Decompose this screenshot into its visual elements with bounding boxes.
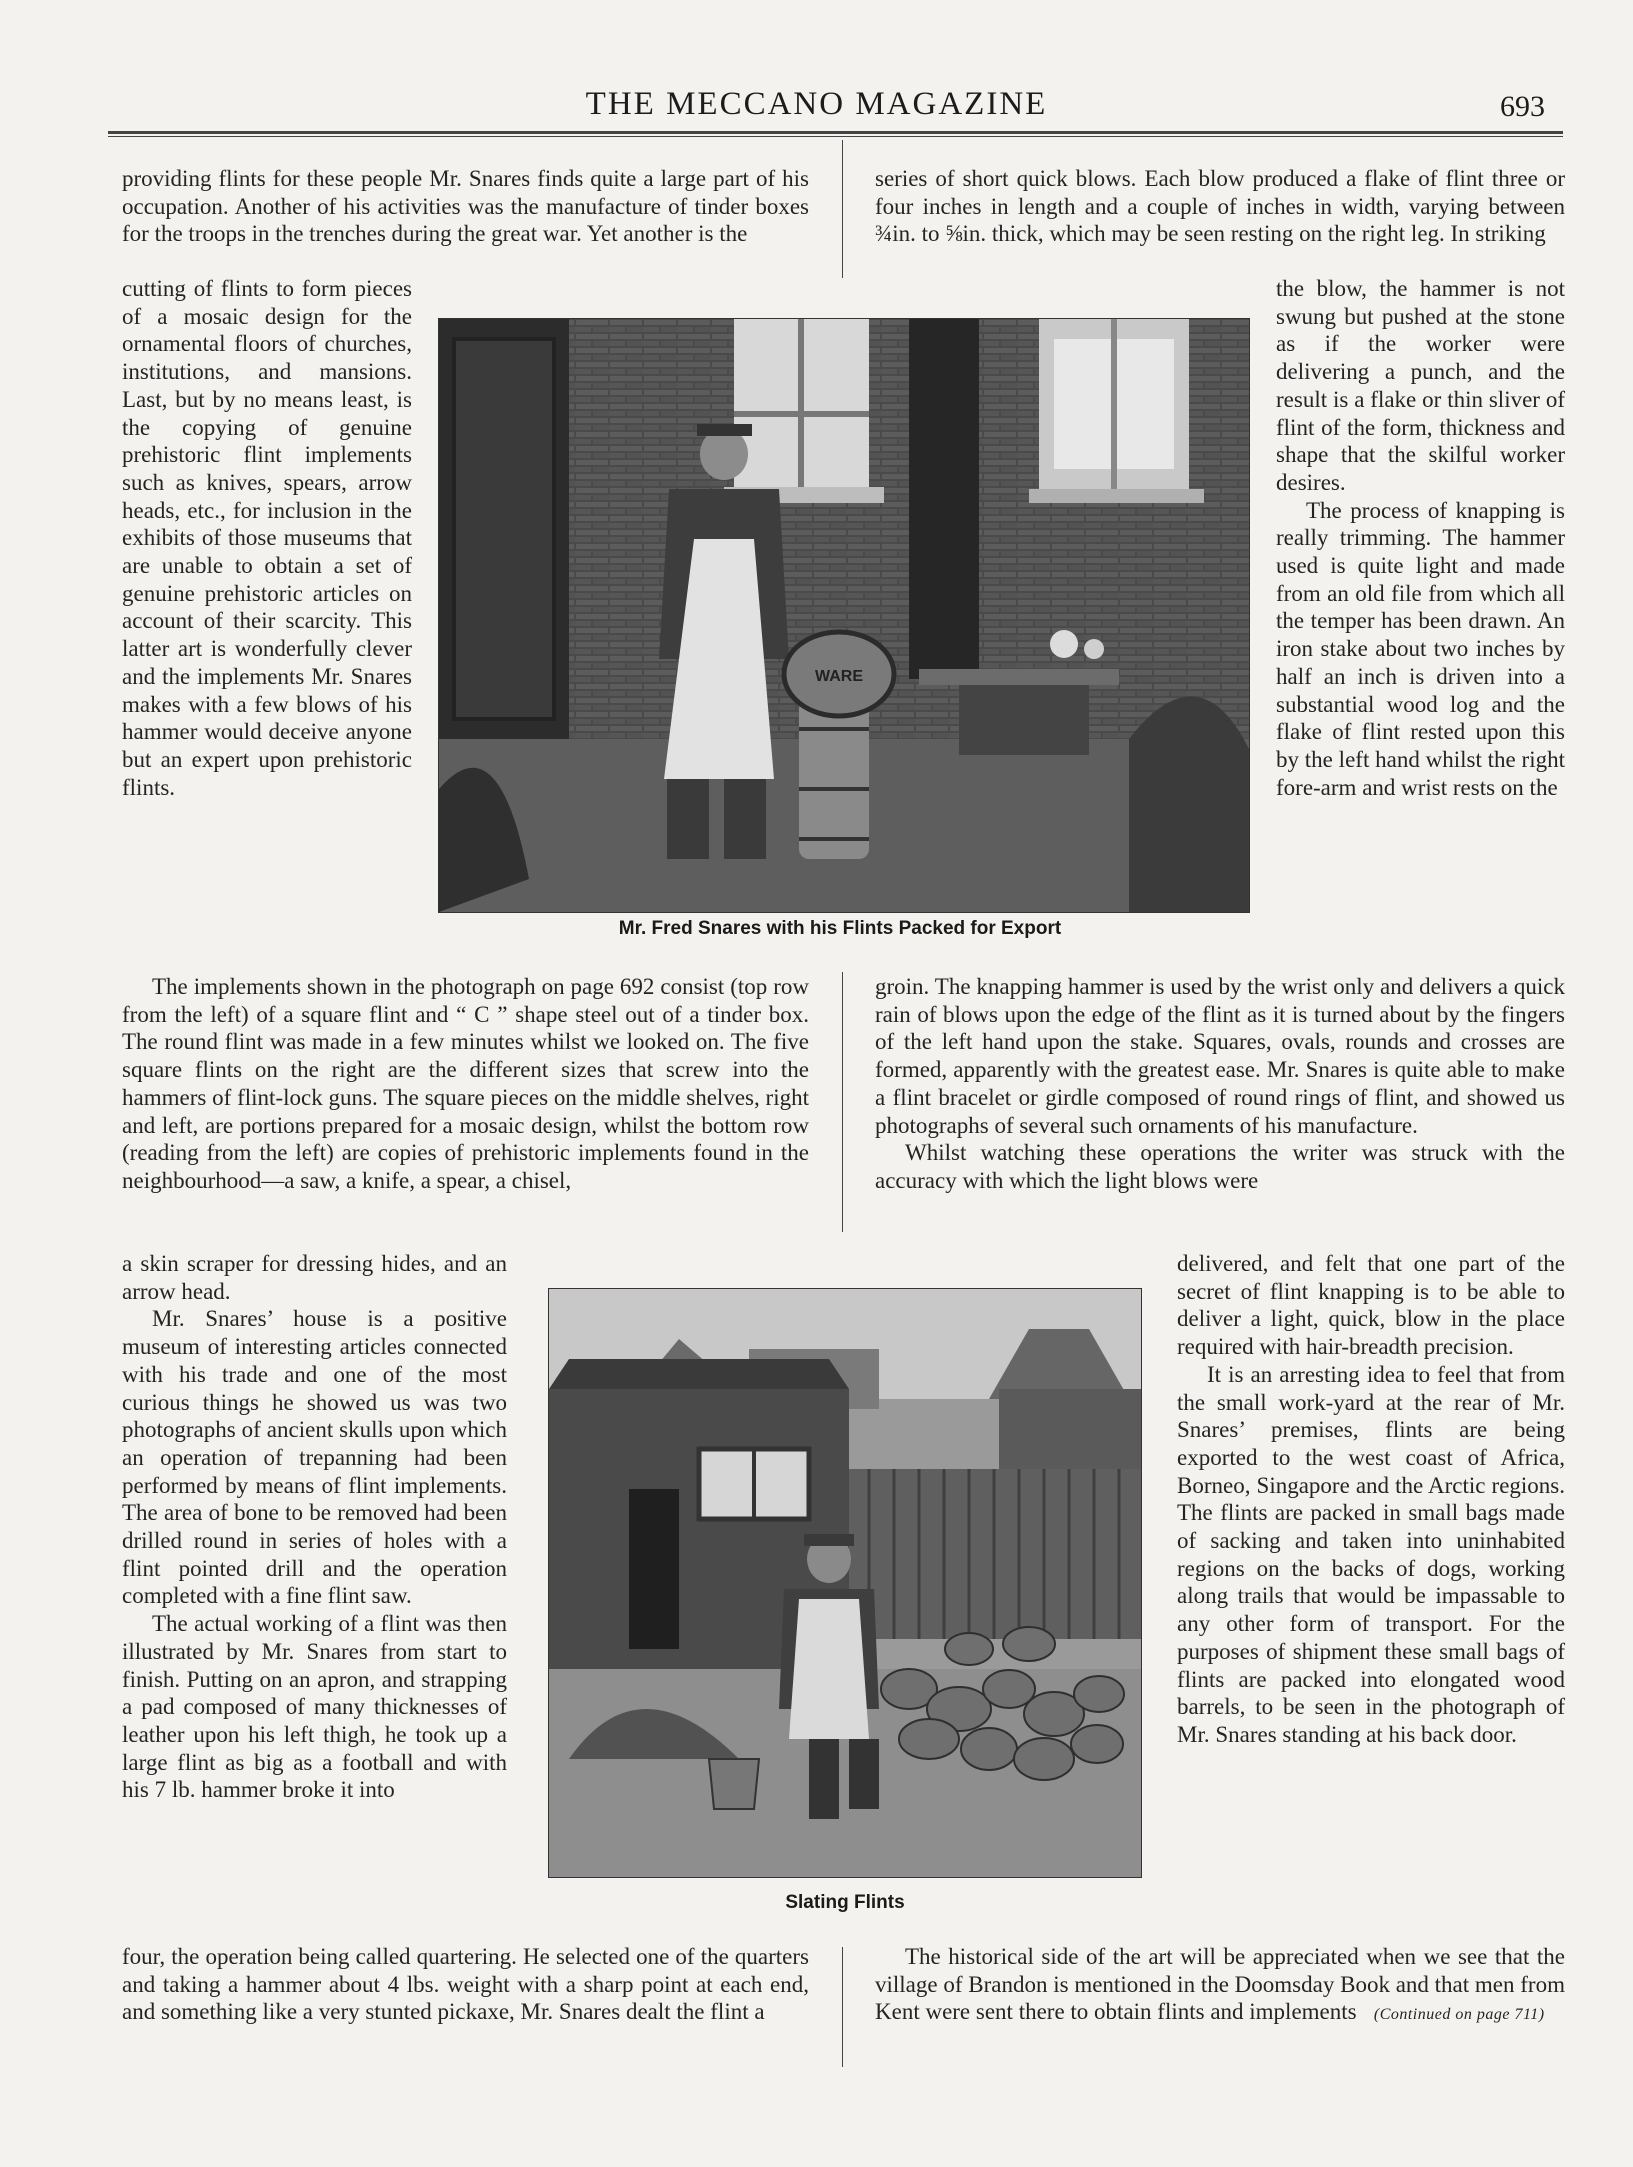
- text-left-lower: a skin scraper for dressing hides, and an arrow head. Mr. Snares’ house is a positive museum of interesting articles connected with his trade and one of the most curious things he showed us was two photographs of ancient skulls upon which an operation of trepanning had been performed by means of flint implements. The area of bone to be removed had been drilled round in series of holes with a flint pointed drill and the operation completed with a fine flint saw. The actual working of a flint was then illustrated by Mr. Snares from start to finish. Putting on an apron, and strapping a pad composed of many thicknesses of leather upon his left thigh, he took up a large flint as big as a football and with his 7 lb. hammer broke it into: [122, 1251, 507, 1803]
- text-top-right: series of short quick blows. Each blow produced a flake of flint three or four inches in length and a couple of inches in width, varying between ¾in. to ⅝in. thick, which may be seen resting on the right leg. In striking: [875, 166, 1565, 247]
- photo-slating-flints: [548, 1288, 1142, 1878]
- column-divider-top: [842, 140, 843, 278]
- caption-top-photo: Mr. Fred Snares with his Flints Packed for Export: [618, 918, 1062, 939]
- text-mid-right: groin. The knapping hammer is used by the wrist only and delivers a quick rain of blows upon the edge of the flint as it is turned about by the fingers of the left hand upon the stake. Squares, ovals, rounds and crosses are formed, apparently with the greatest ease. Mr. Snares is quite able to make a flint bracelet or girdle composed of round rings of flint, and showed us photographs of several such ornaments of his manufacture. Whilst watching these operations the writer was struck with the accuracy with which the light blows were: [875, 974, 1565, 1193]
- text-left-narrow: cutting of flints to form pieces of a mosaic design for the ornamental floors of churches, institutions, and mansions. Last, but by no means least, is the copying of genuine prehistoric flint implements such as knives, spears, arrow heads, etc., for inclusion in the exhibits of those museums that are unable to obtain a set of genuine prehistoric articles on account of their scarcity. This latter art is wonderfully clever and the implements Mr. Snares makes with a few blows of his hammer would deceive anyone but an expert upon prehistoric flints.: [122, 276, 412, 800]
- continued-note: (Continued on page 711): [1373, 2006, 1545, 2024]
- bottom-right-text: The historical side of the art will be appreciated when we see that the village of Brandon is mentioned in the Doomsday Book and that men from Kent were sent there to obtain flints and implements: [875, 1944, 1565, 2025]
- caption-bottom-photo: Slating Flints: [785, 1892, 905, 1913]
- header-rule-thin: [108, 136, 1563, 137]
- text-bottom-left: four, the operation being called quartering. He selected one of the quarters and taking a hammer about 4 lbs. weight with a sharp point at each end, and something like a very stunted pickaxe, Mr. Snares dealt the flint a: [122, 1944, 809, 2025]
- page-number: 693: [1500, 90, 1545, 123]
- header-rule: [108, 131, 1563, 134]
- text-right-lower: delivered, and felt that one part of the secret of flint knapping is to be able to deliver a light, quick, blow in the place required with hair-breadth precision. It is an arresting idea to feel that from the small work-yard at the rear of Mr. Snares’ premises, flints are being exported to the west coast of Africa, Borneo, Singapore and the Arctic regions. The flints are packed in small bags made of sacking and taken into uninhabited regions on the backs of dogs, working along trails that would be impassable to any other form of transport. For the purposes of shipment these small bags of flints are packed into elongated wood barrels, to be seen in the photograph of Mr. Snares standing at his back door.: [1177, 1251, 1565, 1747]
- column-divider-bottom: [842, 1947, 843, 2067]
- photo-snares-flints-export: [438, 318, 1250, 913]
- barrel-label: WARE: [815, 668, 863, 685]
- text-top-left: providing flints for these people Mr. Snares finds quite a large part of his occupation. Another of his activities was the manufacture of tinder boxes for the troops in the trenches during the great war. Yet another is the: [122, 166, 809, 247]
- text-right-narrow: the blow, the hammer is not swung but pushed at the stone as if the worker were delivering a punch, and the result is a flake or thin sliver of flint of the form, thickness and shape that the skilful worker desires. The process of knapping is really trimming. The hammer used is quite light and made from an old file from which all the temper has been drawn. An iron stake about two inches by half an inch is driven into a substantial wood log and the flake of flint rested upon this by the left hand whilst the right fore-arm and wrist rests on the: [1276, 276, 1565, 800]
- column-divider-middle: [842, 972, 843, 1232]
- text-mid-left: The implements shown in the photograph on page 692 consist (top row from the left) of a square flint and “ C ” shape steel out of a tinder box. The round flint was made in a few minutes whilst we looked on. The five square flints on the right are the different sizes that screw into the hammers of flint-lock guns. The square pieces on the middle shelves, right and left, are portions prepared for a mosaic design, whilst the bottom row (reading from the left) are copies of prehistoric implements found in the neighbourhood—a saw, a knife, a spear, a chisel,: [122, 974, 809, 1193]
- text-bottom-right: [875, 1943, 1565, 2029]
- magazine-title: THE MECCANO MAGAZINE: [585, 86, 1048, 122]
